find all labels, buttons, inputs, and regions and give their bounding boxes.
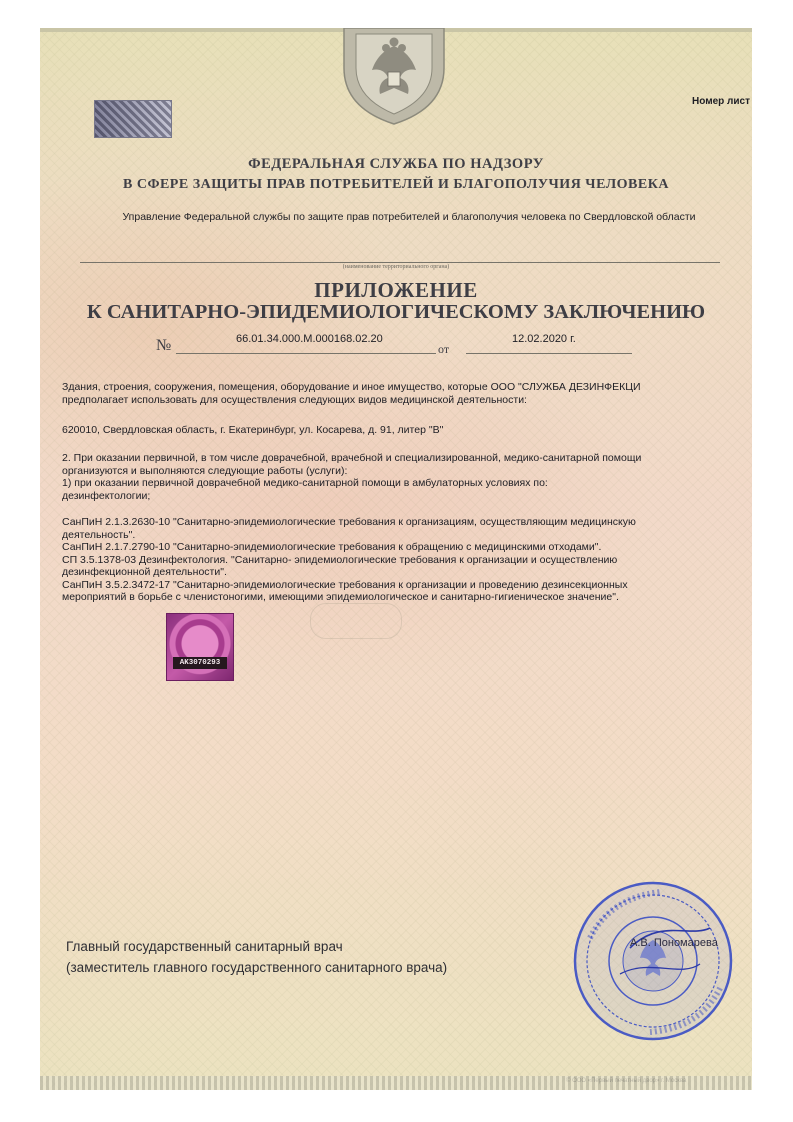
territorial-department: Управление Федеральной службы по защите прав потребителей и благополучия человека по Свердловской области xyxy=(122,211,696,223)
regulation-line: СП 3.5.1378-03 Дезинфектология. "Санитарно- эпидемиологические требования к организации и осуществлению xyxy=(62,553,618,566)
regulation-line: СанПиН 2.1.3.2630-10 "Санитарно-эпидемиологические требования к организациям, осуществляющим медицинскую xyxy=(62,516,636,528)
regulation-line: дезинфекционной деятельности". xyxy=(62,566,227,578)
text-line: 1) при оказании первичной доврачебной медико-санитарной помощи в амбулаторных условиях по: xyxy=(62,477,548,489)
address-line: 620010, Свердловская область, г. Екатеринбург, ул. Косарева, д. 91, литер "В" xyxy=(62,424,444,436)
document-title-line1: ПРИЛОЖЕНИЕ xyxy=(314,278,478,302)
conclusion-number: 66.01.34.000.М.000168.02.20 xyxy=(236,333,383,345)
hologram-sticker xyxy=(166,613,234,681)
text-line: 2. При оказании первичной, в том числе доврачебной, врачебной и специализированной, медико-санитарной помощи xyxy=(62,452,642,464)
signatory-title-line2: (заместитель главного государственного санитарного врача) xyxy=(66,960,448,975)
text-line: предполагает использовать для осуществления следующих видов медицинской деятельности: xyxy=(62,393,527,406)
date-prefix: от xyxy=(438,342,450,356)
date-rule xyxy=(466,353,632,354)
number-rule xyxy=(176,353,436,354)
regulation-line: мероприятий в борьбе с членистоногими, имеющими эпидемиологическое и санитарно-гигиеническое значение". xyxy=(62,591,619,603)
signatory-title-line1: Главный государственный санитарный врач xyxy=(66,939,343,954)
address-paragraph xyxy=(62,424,752,437)
faded-watermark-seal xyxy=(310,603,402,639)
hologram-code: AK3070293 xyxy=(173,657,227,669)
sheet-number-label: Номер лист xyxy=(692,96,751,107)
number-sign: № xyxy=(156,337,172,354)
conclusion-date: 12.02.2020 г. xyxy=(512,333,576,345)
department-rule xyxy=(80,262,720,263)
state-emblem-icon xyxy=(336,28,452,126)
service-name-line1: ФЕДЕРАЛЬНАЯ СЛУЖБА ПО НАДЗОРУ xyxy=(248,156,544,172)
service-name-line2: В СФЕРЕ ЗАЩИТЫ ПРАВ ПОТРЕБИТЕЛЕЙ И БЛАГОПОЛУЧИЯ ЧЕЛОВЕКА xyxy=(123,177,669,192)
regulation-line: деятельность". xyxy=(62,528,136,541)
regulation-line: СанПиН 3.5.2.3472-17 "Санитарно-эпидемиологические требования к организации и проведению дезинсекционных xyxy=(62,578,628,591)
document-title-line2: К САНИТАРНО-ЭПИДЕМИОЛОГИЧЕСКОМУ ЗАКЛЮЧЕНИЮ xyxy=(86,301,706,323)
department-caption: (наименование территориального органа) xyxy=(342,264,450,270)
regulations-paragraph xyxy=(62,516,752,604)
services-paragraph xyxy=(62,452,752,502)
text-line: организуются и выполняются следующие работы (услуги): xyxy=(62,464,348,477)
signer-name: А.В. Пономарева xyxy=(630,937,718,949)
bottom-security-strip xyxy=(40,1076,752,1090)
text-line: Здания, строения, сооружения, помещения, оборудование и иное имущество, которые ООО "СЛУЖБА ДЕЗИНФЕКЦИ xyxy=(62,381,641,393)
premises-paragraph xyxy=(62,381,752,406)
certificate-sheet xyxy=(40,28,752,1090)
text-line: дезинфектологии; xyxy=(62,489,151,502)
security-hologram-strip xyxy=(94,100,172,138)
official-stamp-icon xyxy=(570,878,736,1044)
regulation-line: СанПиН 2.1.7.2790-10 "Санитарно-эпидемиологические требования к обращению с медицинскими отходами". xyxy=(62,541,602,553)
